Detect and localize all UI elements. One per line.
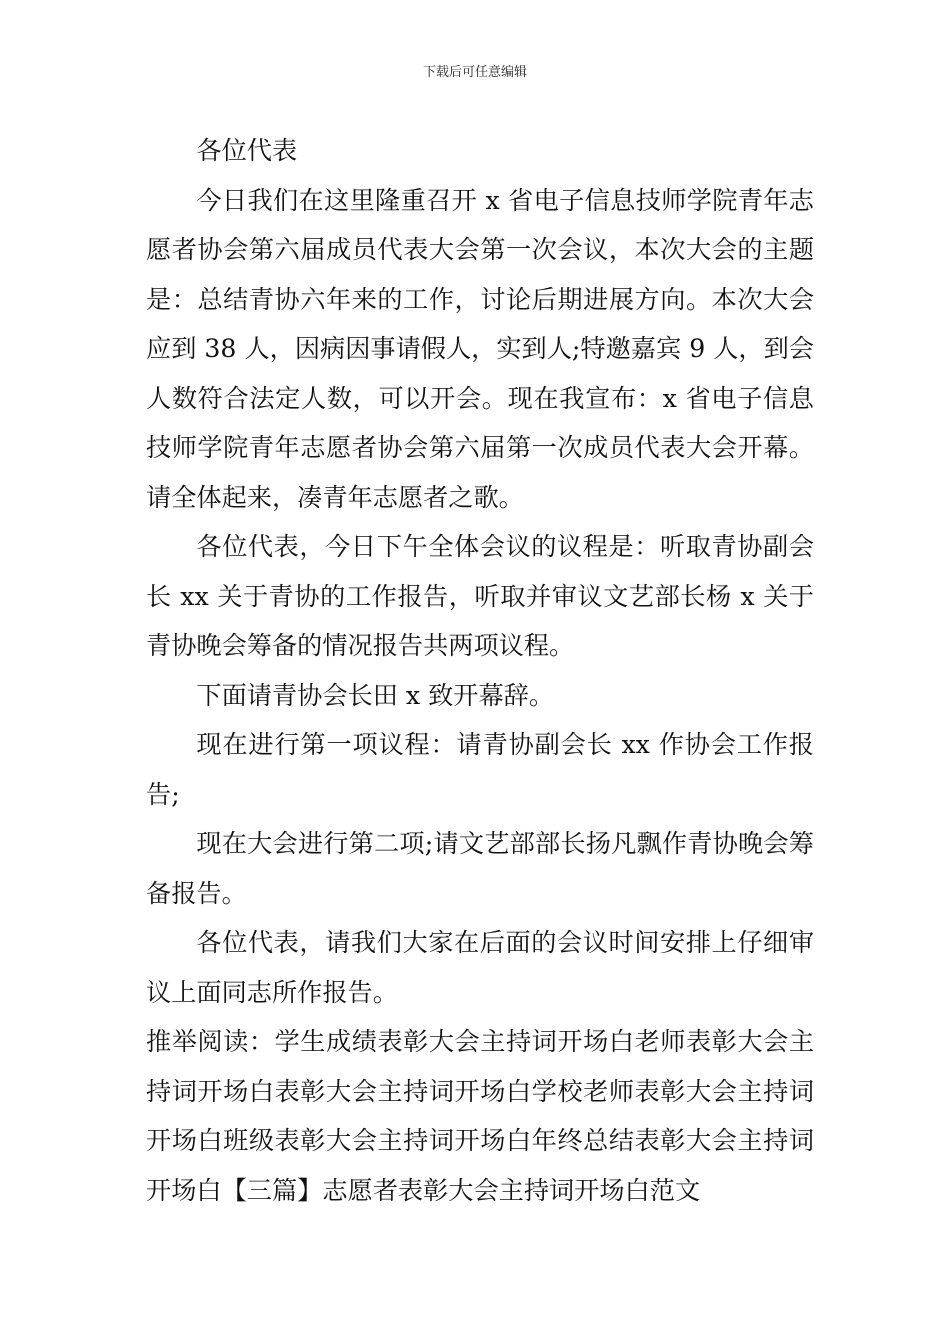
document-body	[146, 126, 814, 1215]
paragraph-agenda: 各位代表，今日下午全体会议的议程是：听取青协副会长 xx 关于青协的工作报告，听取并审议文艺部长杨 x 关于青协晚会筹备的情况报告共两项议程。	[146, 532, 814, 660]
recommended-reading: 推举阅读：学生成绩表彰大会主持词开场白老师表彰大会主持词开场白表彰大会主持词开场白学校老师表彰大会主持词开场白班级表彰大会主持词开场白年终总结表彰大会主持词开场白【三篇】志愿者表彰大会主持词开场白范文	[146, 1027, 814, 1205]
page-header: 下载后可任意编辑	[422, 65, 527, 80]
paragraph-first-item: 现在进行第一项议程：请青协副会长 xx 作协会工作报告;	[146, 730, 814, 809]
paragraph-opening: 今日我们在这里隆重召开 x 省电子信息技师学院青年志愿者协会第六届成员代表大会第一次会议，本次大会的主题是：总结青协六年来的工作，讨论后期进展方向。本次大会应到 38 人，因病因事请假人，实到人;特邀嘉宾 9 人，到会人数符合法定人数，可以开会。现在我宣布：x 省电子信息技师学院青年志愿者协会第六届第一次成员代表大会开幕。请全体起来，凑青年志愿者之歌。	[146, 185, 814, 512]
paragraph-salutation: 各位代表	[196, 136, 298, 165]
paragraph-review: 各位代表，请我们大家在后面的会议时间安排上仔细审议上面同志所作报告。	[146, 928, 814, 1007]
paragraph-opening-speech: 下面请青协会长田 x 致开幕辞。	[196, 680, 555, 710]
paragraph-second-item: 现在大会进行第二项;请文艺部部长扬凡飘作青协晚会筹备报告。	[146, 829, 814, 908]
